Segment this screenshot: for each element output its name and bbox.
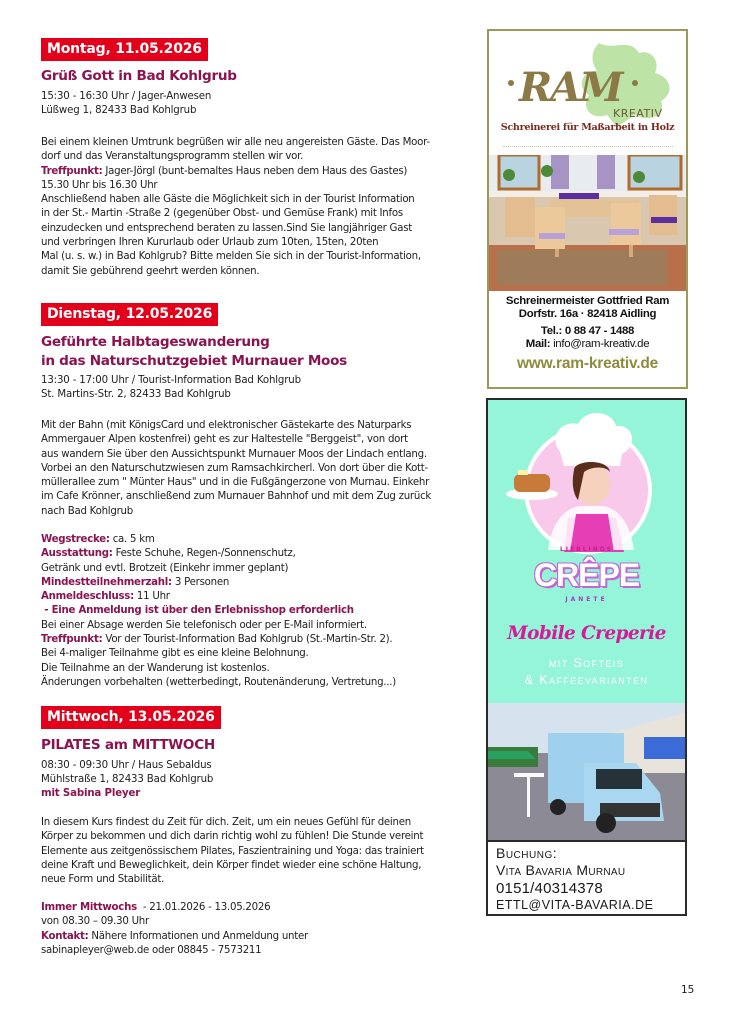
detail-line: [41, 915, 481, 929]
date-banner-tuesday: Dienstag, 12.05.2026: [41, 303, 218, 326]
ram-website-link[interactable]: www.ram-kreativ.de: [516, 355, 659, 372]
detail-text: Feste Schuhe, Regen-/Sonnenschutz,: [112, 548, 296, 560]
detail-text: Änderungen vorbehalten (wetterbedingt, Routenänderung, Vertretung...): [41, 676, 396, 688]
meeting-point-text: Jager-Jörgl (bunt-bemaltes Haus neben dem Haus des Gastes): [102, 165, 408, 177]
detail-label: Immer Mittwochs: [41, 902, 137, 913]
detail-label: Anmeldeschluss:: [41, 591, 134, 603]
detail-text: 11 Uhr: [133, 591, 170, 603]
meeting-point-line: [41, 165, 481, 179]
ram-logo-subtext: KREATIV: [613, 107, 663, 120]
event-description: [41, 136, 481, 279]
page-number: 15: [681, 984, 695, 996]
detail-line: [41, 662, 481, 676]
umbrella: [488, 751, 536, 759]
text-line: deine Kraft und Beweglichkeit, dein Körper findet wieder eine schöne Haltung,: [41, 859, 422, 871]
detail-text: sabinapleyer@web.de oder 08845 - 7573211: [41, 944, 262, 956]
event-description: [41, 816, 481, 887]
pancake-stack-icon: [514, 474, 550, 492]
event-title: [41, 67, 237, 86]
detail-text: - 21.01.2026 - 13.05.2026: [136, 902, 271, 913]
detail-line: [41, 576, 481, 590]
text-line: nach Bad Kohlgrub: [41, 505, 133, 517]
detail-label: Wegstrecke:: [41, 534, 110, 545]
event-time-place: 08:30 - 09:30 Uhr / Haus Sebaldus: [41, 760, 212, 771]
brand-crepe: CRÊPE: [533, 557, 640, 593]
booking-box: [488, 840, 685, 916]
detail-line: [41, 604, 481, 618]
event-meta: [41, 374, 301, 402]
detail-line: [41, 676, 481, 690]
text-line: müllerallee zum " Münter Haus" und in die Fußgängerzone von Murnau. Einkehr: [41, 477, 430, 489]
text-line: Mal (u. s. w.) in Bad Kohlgrub? Bitte melden Sie sich in der Tourist-Information,: [41, 251, 421, 263]
detail-line: [41, 547, 481, 561]
creperie-subline: [488, 655, 685, 689]
text-line: und verbringen Ihren Kururlaub oder Urlaub zum 10ten, 15ten, 20ten: [41, 237, 379, 249]
date-banner-wednesday: Mittwoch, 13.05.2026: [41, 706, 221, 729]
ram-logo-text: RAM: [519, 64, 622, 111]
text-line: neue Form und Stabilität.: [41, 874, 165, 886]
event-title-line: PILATES am MITTWOCH: [41, 737, 215, 753]
detail-line: [41, 533, 481, 547]
ram-mail-label: Mail:: [525, 338, 551, 350]
brand-lieblings: LIEBLINGS: [559, 546, 614, 553]
booking-company: Vita Bavaria Murnau: [496, 862, 626, 878]
detail-label: Mindestteilnehmerzahl:: [41, 576, 172, 588]
event-title-line: in das Naturschutzgebiet Murnauer Moos: [41, 353, 347, 369]
furniture-photo: [489, 155, 686, 291]
wheel: [550, 799, 566, 815]
text-line: Vorbei an den Naturschutzwiesen zum Ramsachkircherl. Von dort über die Kott-: [41, 462, 428, 474]
detail-line: [41, 647, 481, 661]
ram-mail-line: [489, 338, 686, 351]
text-line: einzudecken und entsprechend beraten zu lassen.Sind Sie langjähriger Gast: [41, 222, 412, 234]
detail-text: ca. 5 km: [109, 534, 155, 545]
event-details: [41, 533, 481, 690]
detail-line: [41, 619, 481, 633]
ram-logo: [489, 31, 686, 151]
detail-text: Die Teilnahme an der Wanderung ist kostenlos.: [41, 662, 270, 674]
text-line: In diesem Kurs findest du Zeit für dich. Zeit, um ein neues Gefühl für deinen: [41, 817, 411, 828]
divider: [503, 146, 673, 147]
ram-address: Dorfstr. 16a · 82418 Aidling: [518, 308, 657, 320]
event-description: [41, 419, 481, 519]
logo-dot: [508, 80, 514, 86]
text-line: Bei einem kleinen Umtrunk begrüßen wir alle neu angereisten Gäste. Das Moor-: [41, 137, 430, 148]
event-time-place: 15:30 - 16:30 Uhr / Jager-Anwesen: [41, 91, 212, 102]
ram-owner: Schreinermeister Gottfried Ram: [505, 295, 670, 307]
detail-label: - Eine Anmeldung ist über den Erlebnisshop erforderlich: [41, 605, 354, 617]
text-line: damit Sie gebührend geehrt werden können.: [41, 265, 260, 277]
event-title-line: Grüß Gott in Bad Kohlgrub: [41, 68, 237, 84]
detail-text: 3 Personen: [171, 576, 230, 588]
meeting-point-label: Treffpunkt:: [41, 165, 103, 177]
detail-line: [41, 590, 481, 604]
wheel: [596, 813, 616, 833]
detail-text: Vor der Tourist-Information Bad Kohlgrub (St.-Martin-Str. 2).: [102, 634, 393, 646]
ram-mail[interactable]: info@ram-kreativ.de: [550, 338, 650, 350]
detail-text: Nähere Informationen und Anmeldung unter: [88, 930, 308, 942]
creperie-headline: Mobile Creperie: [507, 623, 666, 644]
date-banner-monday: Montag, 11.05.2026: [41, 38, 208, 61]
event-title: [41, 736, 215, 755]
subline-1: mit Softeis: [548, 656, 625, 670]
event-title: [41, 333, 347, 371]
text-line: Anschließend haben alle Gäste die Möglichkeit sich in der Tourist Information: [41, 194, 415, 206]
logo-dot: [632, 80, 638, 86]
event-details: [41, 901, 481, 958]
event-host: mit Sabina Pleyer: [41, 788, 141, 799]
detail-text: Getränk und evtl. Brotzeit (Einkehr immer geplant): [41, 562, 289, 574]
text-line: Ammergauer Alpen kostenfrei) geht es zur Haltestelle "Berggeist", von dort: [41, 434, 408, 446]
detail-text: von 08.30 – 09.30 Uhr: [41, 916, 149, 928]
text-line: Körper zu bekommen und dich darin richtig wohl zu fühlen! Die Stunde vereint: [41, 831, 424, 843]
event-address: St. Martins-Str. 2, 82433 Bad Kohlgrub: [41, 389, 231, 400]
event-title-line: Geführte Halbtageswanderung: [41, 334, 270, 350]
text-line: aus wandern Sie über den Aussichtspunkt Murnauer Moos der Lindach entlang.: [41, 448, 427, 460]
detail-line: [41, 930, 481, 944]
text-line: Elemente aus zeitgenössischem Pilates, Faszientraining und Yoga: das trainiert: [41, 845, 424, 857]
detail-label: Treffpunkt:: [41, 634, 103, 646]
detail-label: Kontakt:: [41, 930, 89, 942]
event-meta: [41, 759, 213, 801]
booking-email[interactable]: ETTL@VITA-BAVARIA.DE: [496, 898, 654, 912]
event-meta: [41, 90, 211, 118]
ram-kreativ-ad[interactable]: [487, 29, 688, 389]
booking-phone[interactable]: 0151/40314378: [496, 880, 603, 897]
brand-janete: JANETE: [565, 596, 608, 603]
detail-line: [41, 944, 481, 958]
text-line: 15.30 Uhr bis 16.30 Uhr: [41, 179, 158, 191]
text-line: dorf und das Veranstaltungsprogramm stellen wir vor.: [41, 151, 304, 163]
detail-line: [41, 633, 481, 647]
ram-tagline: Schreinerei für Maßarbeit in Holz: [500, 122, 675, 133]
text-line: in der St.- Martin -Straße 2 (gegenüber Obst- und Gemüse Frank) mit Infos: [41, 208, 403, 220]
booking-label: Buchung:: [496, 845, 558, 861]
detail-text: Bei 4-maliger Teilnahme gibt es eine kleine Belohnung.: [41, 648, 309, 660]
ram-phone: Tel.: 0 88 47 - 1488: [540, 325, 635, 337]
detail-label: Ausstattung:: [41, 548, 113, 560]
text-line: im Cafe Krönner, anschließend zum Murnauer Bahnhof und mit dem Zug zurück: [41, 491, 432, 503]
event-time-place: 13:30 - 17:00 Uhr / Tourist-Information Bad Kohlgrub: [41, 375, 301, 386]
food-truck-photo: [488, 703, 685, 840]
detail-line: [41, 562, 481, 576]
text-line: Mit der Bahn (mit KönigsCard und elektronischer Gästekarte des Naturparks: [41, 420, 412, 431]
event-address: Lüßweg 1, 82433 Bad Kohlgrub: [41, 105, 197, 116]
ram-contact: [489, 295, 686, 373]
detail-line: [41, 901, 481, 915]
subline-2: & Kaffeevarianten: [524, 673, 649, 687]
creperie-ad[interactable]: [486, 398, 687, 916]
detail-text: Bei einer Absage werden Sie telefonisch oder per E-Mail informiert.: [41, 619, 367, 631]
event-address: Mühlstraße 1, 82433 Bad Kohlgrub: [41, 774, 214, 785]
chef-hat-icon: [555, 413, 632, 466]
